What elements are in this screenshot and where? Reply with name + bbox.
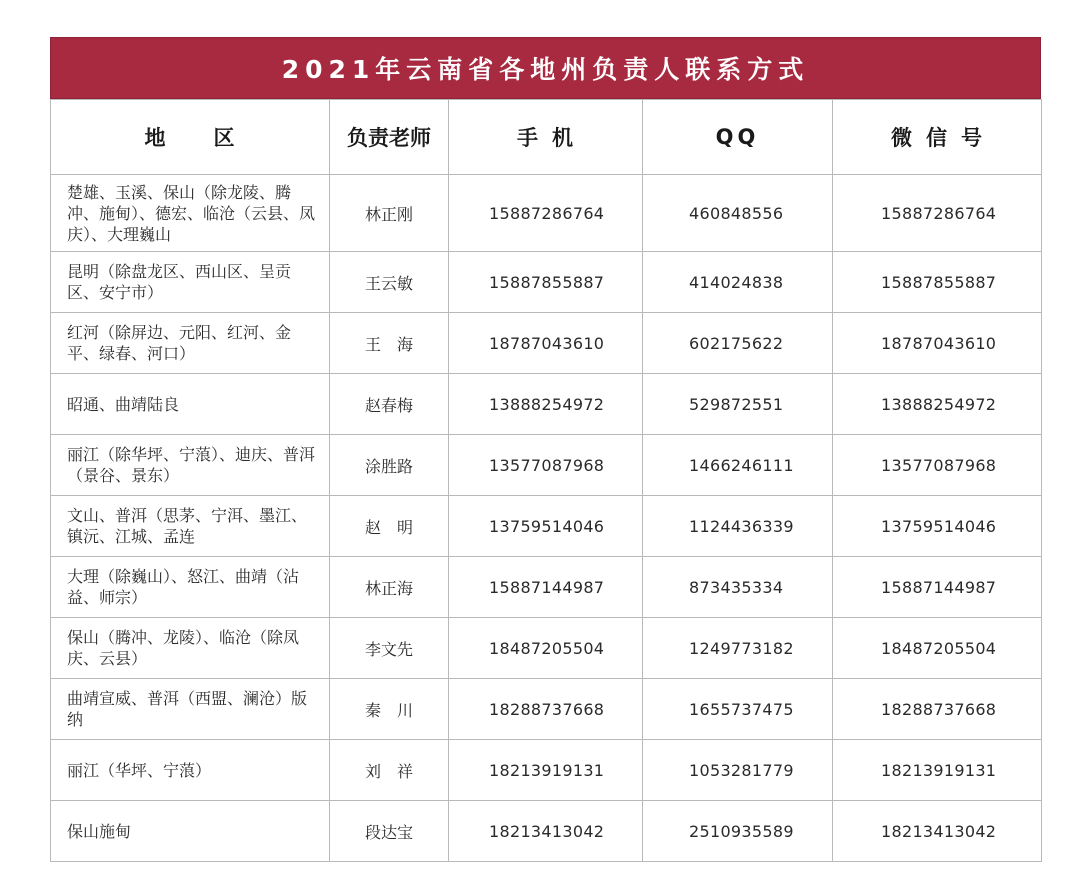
wechat-cell: 13577087968 (833, 435, 1042, 496)
region-cell: 保山（腾冲、龙陵）、临沧（除凤庆、云县） (51, 618, 330, 679)
qq-cell: 414024838 (643, 252, 833, 313)
header-phone: 手机 (449, 100, 643, 175)
qq-cell: 1466246111 (643, 435, 833, 496)
table-row (51, 618, 1042, 679)
teacher-cell: 涂胜路 (330, 435, 449, 496)
region-cell: 保山施甸 (51, 801, 330, 862)
region-cell: 文山、普洱（思茅、宁洱、墨江、镇沅、江城、孟连 (51, 496, 330, 557)
region-cell: 楚雄、玉溪、保山（除龙陵、腾冲、施甸）、德宏、临沧（云县、凤庆）、大理巍山 (51, 175, 330, 252)
contact-sheet (50, 37, 1041, 862)
header-wechat: 微信号 (833, 100, 1042, 175)
phone-cell: 18288737668 (449, 679, 643, 740)
qq-cell: 873435334 (643, 557, 833, 618)
teacher-cell: 林正海 (330, 557, 449, 618)
phone-cell: 13888254972 (449, 374, 643, 435)
phone-cell: 18213413042 (449, 801, 643, 862)
teacher-cell: 林正刚 (330, 175, 449, 252)
region-cell: 丽江（华坪、宁蒗） (51, 740, 330, 801)
wechat-cell: 18213413042 (833, 801, 1042, 862)
qq-cell: 1249773182 (643, 618, 833, 679)
qq-cell: 460848556 (643, 175, 833, 252)
table-row (51, 496, 1042, 557)
wechat-cell: 13888254972 (833, 374, 1042, 435)
qq-cell: 1124436339 (643, 496, 833, 557)
wechat-cell: 18213919131 (833, 740, 1042, 801)
qq-cell: 2510935589 (643, 801, 833, 862)
phone-cell: 13577087968 (449, 435, 643, 496)
wechat-cell: 15887855887 (833, 252, 1042, 313)
phone-cell: 15887286764 (449, 175, 643, 252)
teacher-cell: 李文先 (330, 618, 449, 679)
region-cell: 丽江（除华坪、宁蒗）、迪庆、普洱（景谷、景东） (51, 435, 330, 496)
teacher-cell: 王云敏 (330, 252, 449, 313)
wechat-cell: 15887286764 (833, 175, 1042, 252)
region-cell: 红河（除屏边、元阳、红河、金平、绿春、河口） (51, 313, 330, 374)
table-row (51, 435, 1042, 496)
table-row (51, 313, 1042, 374)
qq-cell: 602175622 (643, 313, 833, 374)
teacher-cell: 赵春梅 (330, 374, 449, 435)
teacher-cell: 赵 明 (330, 496, 449, 557)
region-cell: 大理（除巍山）、怒江、曲靖（沾益、师宗） (51, 557, 330, 618)
wechat-cell: 13759514046 (833, 496, 1042, 557)
header-qq: QQ (643, 100, 833, 175)
table-row (51, 374, 1042, 435)
table-row (51, 252, 1042, 313)
phone-cell: 18213919131 (449, 740, 643, 801)
table-row (51, 801, 1042, 862)
qq-cell: 1655737475 (643, 679, 833, 740)
phone-cell: 15887855887 (449, 252, 643, 313)
region-cell: 昭通、曲靖陆良 (51, 374, 330, 435)
teacher-cell: 秦 川 (330, 679, 449, 740)
phone-cell: 15887144987 (449, 557, 643, 618)
header-row (51, 100, 1042, 175)
phone-cell: 18487205504 (449, 618, 643, 679)
table-row (51, 740, 1042, 801)
phone-cell: 18787043610 (449, 313, 643, 374)
header-region: 地区 (51, 100, 330, 175)
table-row (51, 175, 1042, 252)
teacher-cell: 刘 祥 (330, 740, 449, 801)
phone-cell: 13759514046 (449, 496, 643, 557)
header-teacher: 负责老师 (330, 100, 449, 175)
table-title: 2021年云南省各地州负责人联系方式 (50, 37, 1041, 99)
wechat-cell: 18787043610 (833, 313, 1042, 374)
table-row (51, 557, 1042, 618)
qq-cell: 529872551 (643, 374, 833, 435)
teacher-cell: 段达宝 (330, 801, 449, 862)
table-row (51, 679, 1042, 740)
wechat-cell: 18288737668 (833, 679, 1042, 740)
wechat-cell: 18487205504 (833, 618, 1042, 679)
region-cell: 曲靖宣威、普洱（西盟、澜沧）版纳 (51, 679, 330, 740)
teacher-cell: 王 海 (330, 313, 449, 374)
wechat-cell: 15887144987 (833, 557, 1042, 618)
contact-table (50, 99, 1042, 862)
region-cell: 昆明（除盘龙区、西山区、呈贡区、安宁市） (51, 252, 330, 313)
qq-cell: 1053281779 (643, 740, 833, 801)
